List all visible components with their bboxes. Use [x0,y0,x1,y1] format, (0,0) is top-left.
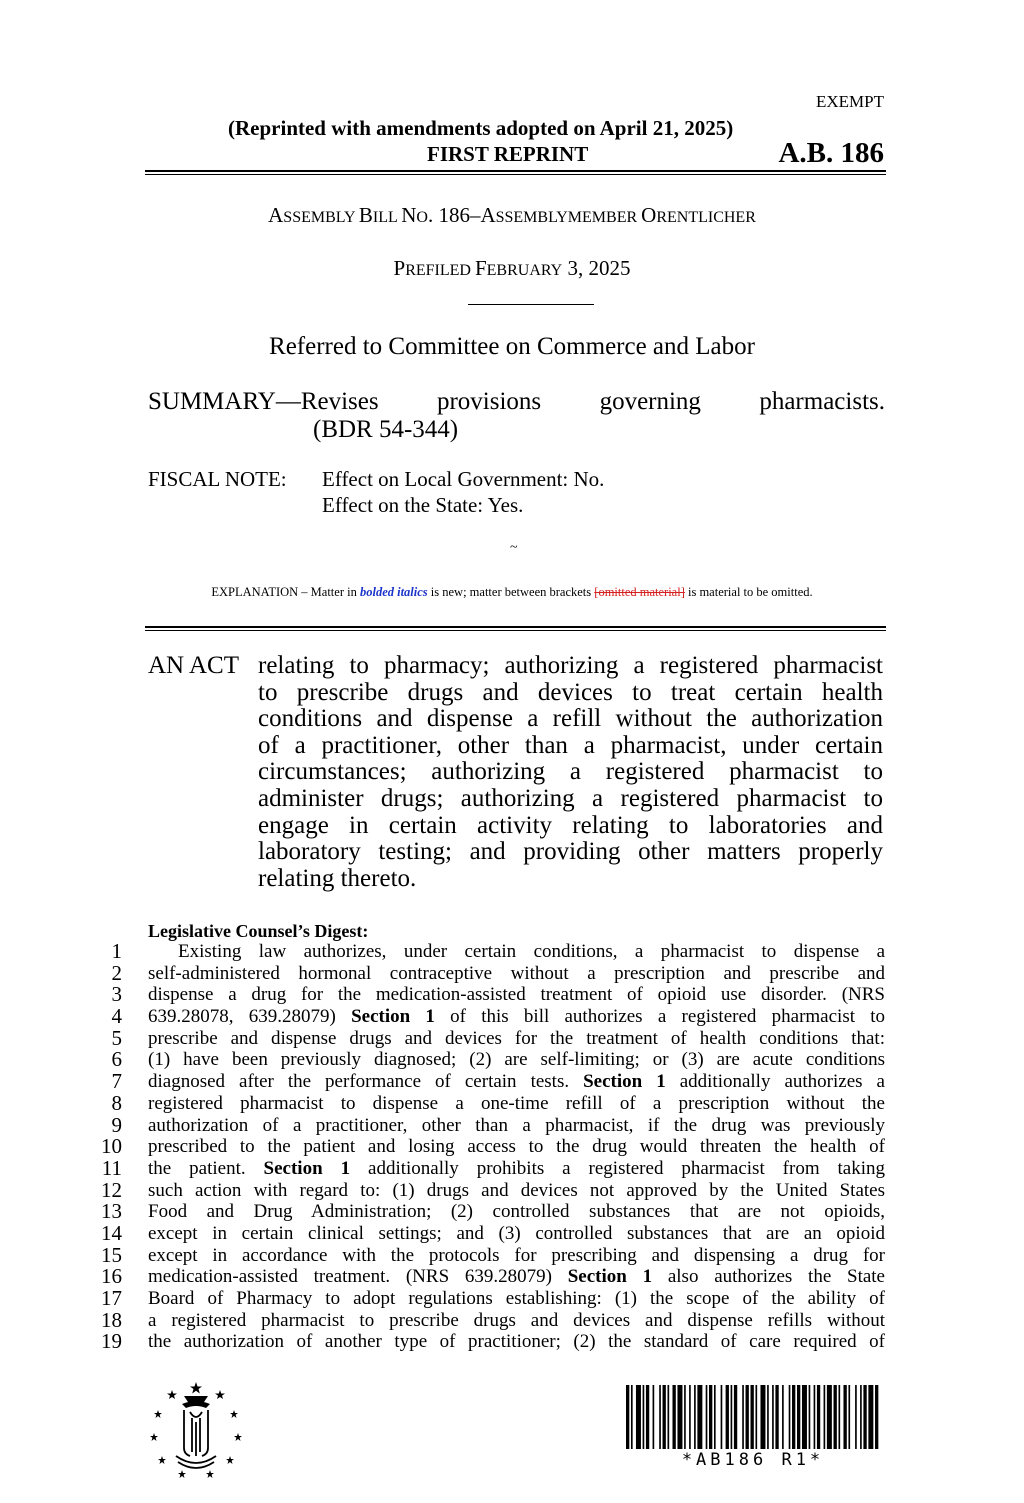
digest-segment: (1) have been previously diagnosed; (2) are self-limiting; or (3) are acute conditions [148,1049,885,1071]
digest-line [100,1155,886,1180]
reprint-note: (Reprinted with amendments adopted on April 21, 2025) [228,116,734,140]
digest-segment: except in certain clinical settings; and (3) controlled substances that are an opioid [148,1222,885,1244]
digest-line [100,1288,885,1310]
fiscal-note [148,466,604,518]
act-line: to prescribe drugs and devices to treat certain health [258,678,883,706]
line-number: 3 [111,982,122,1007]
line-number: 18 [101,1307,122,1332]
line-number: 2 [111,960,122,985]
digest-body [100,941,885,1353]
digest-text [148,1310,885,1332]
line-number: 17 [101,1286,122,1310]
digest-text [148,963,885,985]
digest-segment: a registered pharmacist to prescribe drugs and devices and dispense refills without [148,1309,885,1331]
explanation-line: EXPLANATION – Matter in bolded italics is new; matter between brackets [omitted material] is material to be omitted. [211,585,813,599]
line-number: 4 [111,1004,122,1029]
line-number: 7 [111,1069,122,1094]
digest-line [100,1220,885,1245]
state-seal-icon [146,1378,246,1478]
committee-referral: Referred to Committee on Commerce and Labor [269,333,755,360]
digest-text [148,1288,885,1310]
act-line: administer drugs; authorizing a registered pharmacist to [258,784,883,812]
digest-segment: authorization of a practitioner, other than a pharmacist, if the drug was previously [148,1114,885,1136]
short-divider [468,304,594,305]
digest-line [100,941,885,963]
bill-number: A.B. 186 [778,137,884,169]
line-number: 15 [101,1242,122,1267]
digest-segment: Food and Drug Administration; (2) controlled substances that are not opioids, [148,1201,885,1223]
line-number: 6 [111,1047,122,1072]
exempt-label: EXEMPT [816,92,884,111]
digest-line [100,984,885,1006]
line-number: 16 [101,1264,122,1289]
digest-segment: additionally prohibits a registered pharmacist from taking [350,1157,886,1179]
first-reprint-label: FIRST REPRINT [427,142,589,166]
line-number: 9 [111,1112,122,1137]
act-title [148,653,883,892]
digest-segment: 639.28078, 639.28079) [148,1006,352,1028]
digest-segment: medication-assisted treatment. (NRS 639.28079) [148,1266,568,1288]
section-reference: Section 1 [583,1071,666,1093]
tilde-mark: ~ [510,540,518,555]
prefiled-date: PREFILED FEBRUARY 3, 2025 [393,256,631,280]
line-number: 13 [101,1199,122,1224]
digest-segment: dispense a drug for the medication-assisted treatment of opioid use disorder. (NRS [148,984,885,1006]
omitted-matter-sample: [omitted material] [594,585,685,599]
act-line: engage in certain activity relating to laboratories and [258,811,883,839]
digest-line [100,1307,885,1332]
digest-text [148,1028,885,1050]
digest-title: Legislative Counsel’s Digest: [148,921,369,941]
barcode-label: *AB186 R1* [681,1450,825,1470]
assembly-bill-line: ASSEMBLY BILL NO. 186–ASSEMBLYMEMBER ORENTLICHER [268,203,756,227]
digest-line [100,1006,885,1028]
digest-segment: additionally authorizes a [665,1071,885,1093]
fiscal-state: Effect on the State: Yes. [322,493,524,517]
line-number: 1 [111,939,122,963]
digest-line [100,1201,885,1223]
digest-line [100,960,885,985]
line-number: 12 [101,1177,122,1202]
digest-segment: self-administered hormonal contraceptive without a prescription and prescribe and [148,962,885,984]
digest-text [148,1223,885,1245]
digest-text [148,1136,885,1158]
digest-text [148,1006,885,1028]
line-number: 19 [101,1329,122,1354]
digest-text [148,1180,885,1202]
summary-word: provisions [436,388,542,415]
new-matter-sample: bolded italics [359,585,428,599]
act-line: of a practitioner, other than a pharmacist, under certain [258,731,883,759]
line-number: 5 [111,1025,122,1050]
digest-segment: the authorization of another type of practitioner; (2) the standard of care required of [148,1331,885,1353]
digest-segment: prescribe and dispense drugs and devices for the treatment of health conditions that: [148,1027,885,1049]
digest-segment: the patient. [148,1157,264,1179]
digest-segment: Board of Pharmacy to adopt regulations establishing: (1) the scope of the ability of [148,1288,885,1309]
act-line: relating to pharmacy; authorizing a registered pharmacist [258,652,883,679]
summary-word: governing [599,388,701,415]
section-reference: Section 1 [351,1006,435,1028]
act-line: circumstances; authorizing a registered pharmacist to [258,758,883,786]
line-number: 10 [101,1134,122,1159]
digest-segment: prescribed to the patient and losing access to the drug would threaten the health of [148,1136,885,1158]
line-number: 14 [101,1220,122,1245]
summary-bdr: (BDR 54-344) [313,416,459,443]
summary-word: pharmacists. [759,388,885,415]
digest-line [100,1090,885,1115]
summary [148,388,885,444]
explanation-divider [145,626,886,631]
digest-text [148,1049,885,1071]
digest-line [100,1242,885,1267]
digest-segment: of this bill authorizes a registered pharmacist to [434,1006,886,1028]
act-line: laboratory testing; and providing other matters properly [258,838,883,866]
digest-text [148,1071,885,1093]
digest-line [100,1025,885,1050]
digest-line [100,1177,885,1202]
digest-segment: such action with regard to: (1) drugs and devices not approved by the United States [148,1179,885,1201]
act-lead: AN ACT [148,652,239,679]
digest-text [148,984,885,1006]
digest-text [148,1331,885,1353]
digest-text [148,1115,885,1137]
header-divider [145,170,886,175]
digest-line [100,1112,885,1137]
digest-segment: Existing law authorizes, under certain conditions, a pharmacist to dispense a [178,941,885,962]
fiscal-local: Effect on Local Government: No. [322,467,605,491]
line-number: 11 [101,1155,122,1180]
digest-segment: registered pharmacist to dispense a one-time refill of a prescription without the [148,1092,885,1114]
digest-line [100,1266,885,1288]
barcode-icon [626,1385,880,1449]
digest-text [148,1266,885,1288]
digest-line [100,1136,885,1158]
digest-text [148,1201,885,1223]
digest-line [100,1049,885,1071]
fiscal-note-label: FISCAL NOTE: [148,467,287,491]
digest-segment: also authorizes the State [652,1266,885,1288]
line-number: 8 [111,1090,122,1115]
section-reference: Section 1 [567,1266,653,1288]
digest-text [148,1093,885,1115]
digest-segment: diagnosed after the performance of certain tests. [148,1071,584,1093]
act-line: relating thereto. [258,864,417,892]
digest-text [148,1245,885,1267]
digest-text [148,941,885,963]
summary-word: SUMMARY—Revises [148,388,379,415]
act-line: conditions and dispense a refill without the authorization [258,705,883,733]
digest-line [100,1331,885,1353]
digest-line [100,1071,885,1093]
digest-text [148,1158,885,1180]
section-reference: Section 1 [263,1157,351,1179]
digest-segment: except in accordance with the protocols for prescribing and dispensing a drug for [148,1244,885,1266]
